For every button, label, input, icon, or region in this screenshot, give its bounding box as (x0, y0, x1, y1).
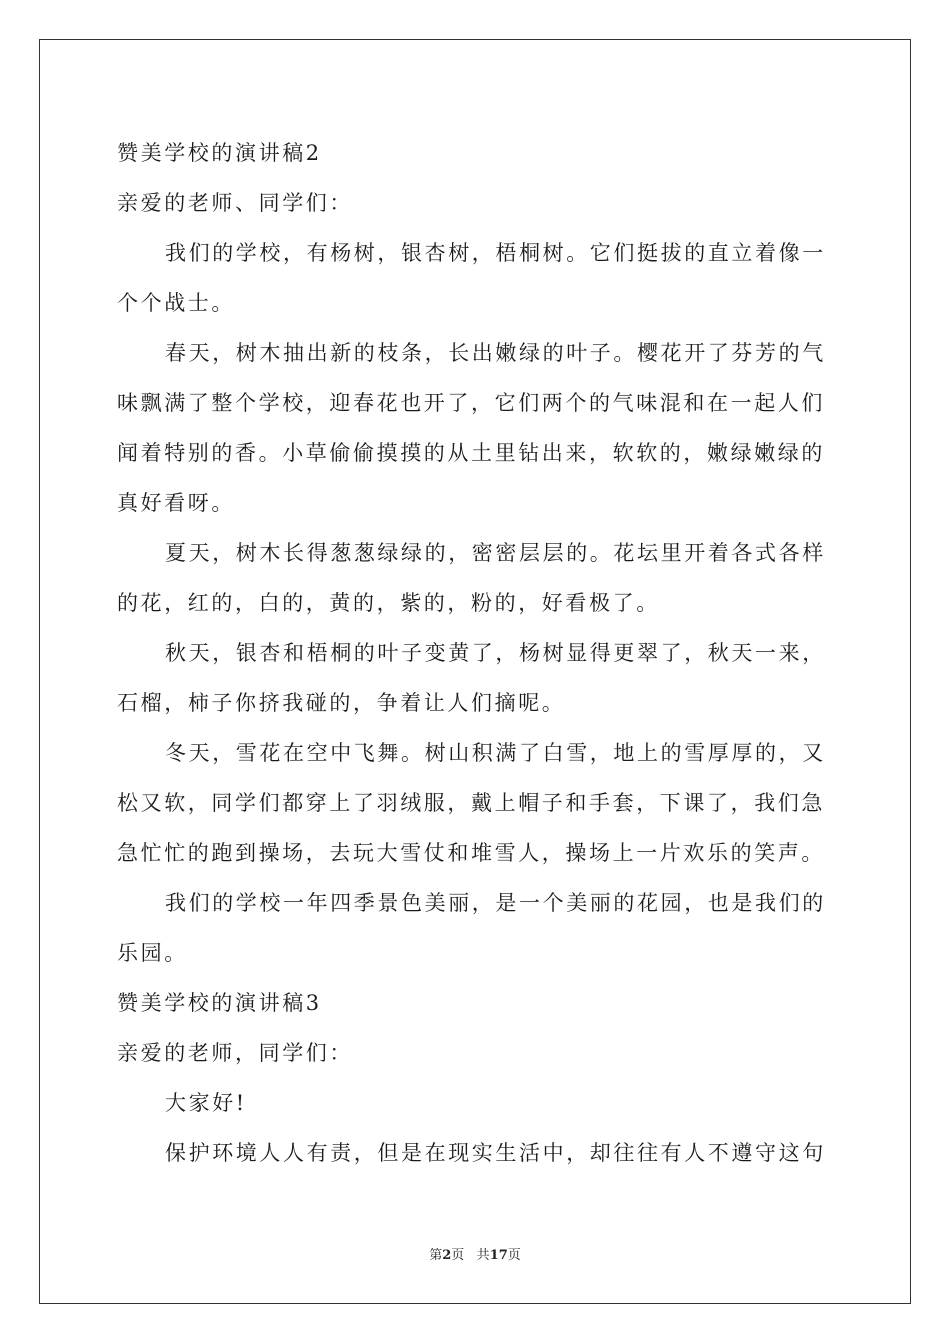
greeting: 大家好! (165, 1091, 247, 1115)
document-body (117, 128, 837, 1178)
paragraph-line: 乐园。 (117, 941, 188, 965)
footer-total-prefix: 共 (476, 1248, 490, 1263)
footer-prefix: 第 (429, 1248, 443, 1263)
paragraph-line: 春天，树木抽出新的枝条，长出嫩绿的叶子。樱花开了芬芳的气 (165, 341, 826, 365)
paragraph-line: 秋天，银杏和梧桐的叶子变黄了，杨树显得更翠了，秋天一来， (165, 641, 826, 665)
salutation: 亲爱的老师、同学们： (117, 191, 353, 215)
doc-title-2: 赞美学校的演讲稿2 (117, 141, 322, 165)
current-page-number: 2 (442, 1248, 452, 1263)
paragraph-line: 的花，红的，白的，黄的，紫的，粉的，好看极了。 (117, 591, 660, 615)
footer-total-suffix: 页 (507, 1248, 521, 1263)
footer-page-suffix: 页 (451, 1248, 465, 1263)
paragraph-line: 松又软，同学们都穿上了羽绒服，戴上帽子和手套，下课了，我们急 (117, 791, 825, 815)
paragraph-line: 真好看呀。 (117, 491, 235, 515)
paragraph-line: 个个战士。 (117, 291, 235, 315)
paragraph-line: 夏天，树木长得葱葱绿绿的，密密层层的。花坛里开着各式各样 (165, 541, 826, 565)
paragraph-line: 闻着特别的香。小草偷偷摸摸的从土里钻出来，软软的，嫩绿嫩绿的 (117, 441, 825, 465)
paragraph-line: 我们的学校，有杨树，银杏树，梧桐树。它们挺拔的直立着像一 (165, 241, 826, 265)
page-footer (0, 1247, 950, 1265)
paragraph-line: 我们的学校一年四季景色美丽，是一个美丽的花园，也是我们的 (165, 891, 826, 915)
salutation: 亲爱的老师，同学们： (117, 1041, 353, 1065)
paragraph-line: 保护环境人人有责，但是在现实生活中，却往往有人不遵守这句 (165, 1141, 826, 1165)
total-page-count: 17 (489, 1248, 508, 1263)
paragraph-line: 冬天，雪花在空中飞舞。树山积满了白雪，地上的雪厚厚的，又 (165, 741, 826, 765)
paragraph-line: 急忙忙的跑到操场，去玩大雪仗和堆雪人，操场上一片欢乐的笑声。 (117, 841, 825, 865)
paragraph-line: 味飘满了整个学校，迎春花也开了，它们两个的气味混和在一起人们 (117, 391, 825, 415)
paragraph-line: 石榴，柿子你挤我碰的，争着让人们摘呢。 (117, 691, 566, 715)
doc-title-3: 赞美学校的演讲稿3 (117, 991, 322, 1015)
